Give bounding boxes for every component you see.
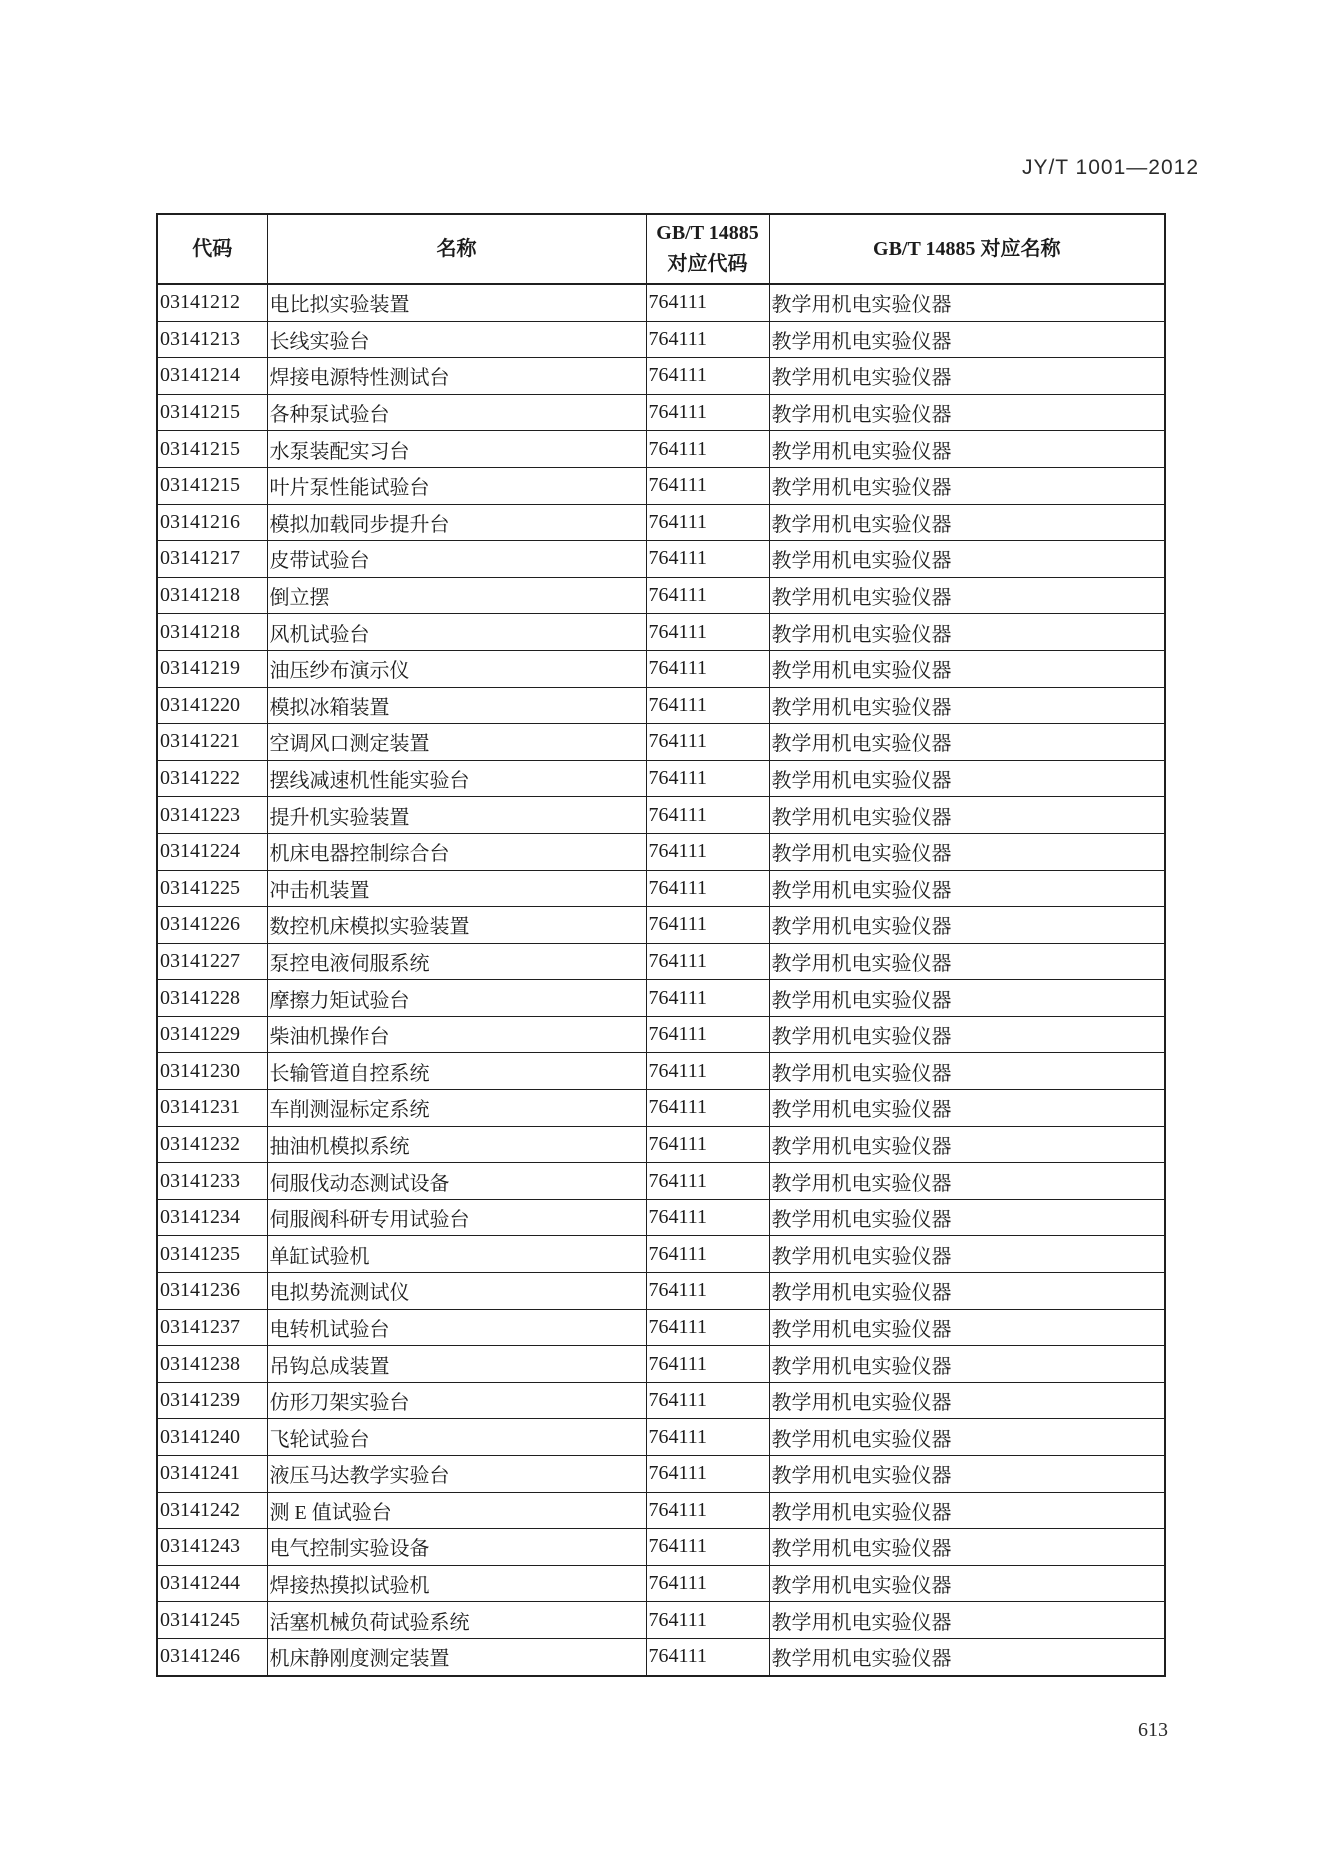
cell-gb-code: 764111 — [646, 1016, 769, 1053]
cell-code: 03141218 — [157, 577, 267, 614]
cell-name: 飞轮试验台 — [267, 1419, 646, 1456]
cell-gb-name: 教学用机电实验仪器 — [769, 1456, 1165, 1493]
cell-gb-code: 764111 — [646, 1273, 769, 1310]
cell-name: 摆线减速机性能实验台 — [267, 760, 646, 797]
cell-code: 03141221 — [157, 724, 267, 761]
table-row — [157, 541, 1165, 578]
code-mapping-table — [156, 213, 1166, 1677]
cell-gb-name: 教学用机电实验仪器 — [769, 467, 1165, 504]
cell-name: 伺服伐动态测试设备 — [267, 1163, 646, 1200]
cell-gb-name: 教学用机电实验仪器 — [769, 1492, 1165, 1529]
cell-code: 03141241 — [157, 1456, 267, 1493]
cell-gb-code: 764111 — [646, 687, 769, 724]
header-code: 代码 — [157, 214, 267, 284]
cell-gb-name: 教学用机电实验仪器 — [769, 870, 1165, 907]
cell-code: 03141231 — [157, 1090, 267, 1127]
cell-code: 03141213 — [157, 321, 267, 358]
cell-gb-code: 764111 — [646, 907, 769, 944]
table-row — [157, 687, 1165, 724]
cell-gb-name: 教学用机电实验仪器 — [769, 1236, 1165, 1273]
cell-name: 焊接热摸拟试验机 — [267, 1565, 646, 1602]
cell-gb-code: 764111 — [646, 1565, 769, 1602]
cell-code: 03141216 — [157, 504, 267, 541]
cell-gb-code: 764111 — [646, 1492, 769, 1529]
cell-gb-code: 764111 — [646, 431, 769, 468]
page-number: 613 — [1138, 1719, 1168, 1741]
cell-name: 摩擦力矩试验台 — [267, 980, 646, 1017]
table-row — [157, 1456, 1165, 1493]
header-gb-code-line2: 对应代码 — [667, 253, 748, 275]
cell-gb-name: 教学用机电实验仪器 — [769, 1419, 1165, 1456]
table-row — [157, 1529, 1165, 1566]
cell-name: 吊钩总成装置 — [267, 1346, 646, 1383]
table-row — [157, 1199, 1165, 1236]
cell-gb-name: 教学用机电实验仪器 — [769, 797, 1165, 834]
cell-code: 03141215 — [157, 431, 267, 468]
cell-name: 长线实验台 — [267, 321, 646, 358]
table-row — [157, 1090, 1165, 1127]
cell-gb-name: 教学用机电实验仪器 — [769, 1090, 1165, 1127]
cell-code: 03141234 — [157, 1199, 267, 1236]
table-row — [157, 1309, 1165, 1346]
cell-gb-code: 764111 — [646, 1382, 769, 1419]
cell-name: 油压纱布演示仪 — [267, 650, 646, 687]
cell-name: 倒立摆 — [267, 577, 646, 614]
cell-gb-code: 764111 — [646, 1053, 769, 1090]
table-body — [157, 284, 1165, 1676]
cell-name: 电比拟实验装置 — [267, 284, 646, 321]
header-gb-code — [646, 214, 769, 284]
table-row — [157, 1419, 1165, 1456]
table-row — [157, 870, 1165, 907]
cell-code: 03141232 — [157, 1126, 267, 1163]
cell-name: 仿形刀架实验台 — [267, 1382, 646, 1419]
cell-gb-name: 教学用机电实验仪器 — [769, 650, 1165, 687]
cell-gb-code: 764111 — [646, 870, 769, 907]
cell-name: 水泵装配实习台 — [267, 431, 646, 468]
cell-gb-code: 764111 — [646, 1529, 769, 1566]
cell-code: 03141215 — [157, 394, 267, 431]
table-row — [157, 980, 1165, 1017]
cell-gb-code: 764111 — [646, 321, 769, 358]
cell-gb-name: 教学用机电实验仪器 — [769, 321, 1165, 358]
cell-name: 模拟加载同步提升台 — [267, 504, 646, 541]
cell-gb-code: 764111 — [646, 760, 769, 797]
cell-gb-name: 教学用机电实验仪器 — [769, 1529, 1165, 1566]
cell-name: 风机试验台 — [267, 614, 646, 651]
table-row — [157, 724, 1165, 761]
cell-gb-code: 764111 — [646, 577, 769, 614]
cell-gb-name: 教学用机电实验仪器 — [769, 394, 1165, 431]
cell-name: 伺服阀科研专用试验台 — [267, 1199, 646, 1236]
cell-gb-name: 教学用机电实验仪器 — [769, 431, 1165, 468]
cell-gb-code: 764111 — [646, 724, 769, 761]
table-row — [157, 577, 1165, 614]
cell-code: 03141212 — [157, 284, 267, 321]
cell-gb-name: 教学用机电实验仪器 — [769, 907, 1165, 944]
cell-gb-name: 教学用机电实验仪器 — [769, 1346, 1165, 1383]
table-row — [157, 1236, 1165, 1273]
table-row — [157, 1016, 1165, 1053]
cell-code: 03141245 — [157, 1602, 267, 1639]
cell-gb-name: 教学用机电实验仪器 — [769, 614, 1165, 651]
table-row — [157, 358, 1165, 395]
table-row — [157, 1638, 1165, 1675]
cell-gb-name: 教学用机电实验仪器 — [769, 833, 1165, 870]
cell-gb-code: 764111 — [646, 943, 769, 980]
table-row — [157, 284, 1165, 321]
header-gb-name: GB/T 14885 对应名称 — [769, 214, 1165, 284]
doc-number: JY/T 1001—2012 — [1021, 156, 1199, 179]
cell-code: 03141226 — [157, 907, 267, 944]
table-row — [157, 1382, 1165, 1419]
cell-gb-code: 764111 — [646, 541, 769, 578]
cell-code: 03141214 — [157, 358, 267, 395]
cell-code: 03141227 — [157, 943, 267, 980]
cell-gb-code: 764111 — [646, 1199, 769, 1236]
table-row — [157, 504, 1165, 541]
cell-gb-name: 教学用机电实验仪器 — [769, 1199, 1165, 1236]
cell-name: 长输管道自控系统 — [267, 1053, 646, 1090]
cell-name: 抽油机模拟系统 — [267, 1126, 646, 1163]
table-row — [157, 321, 1165, 358]
cell-gb-code: 764111 — [646, 1456, 769, 1493]
cell-name: 空调风口测定装置 — [267, 724, 646, 761]
cell-gb-code: 764111 — [646, 1602, 769, 1639]
cell-name: 叶片泵性能试验台 — [267, 467, 646, 504]
cell-name: 电气控制实验设备 — [267, 1529, 646, 1566]
cell-name: 电拟势流测试仪 — [267, 1273, 646, 1310]
table-row — [157, 1492, 1165, 1529]
cell-code: 03141246 — [157, 1638, 267, 1675]
cell-code: 03141244 — [157, 1565, 267, 1602]
cell-gb-code: 764111 — [646, 467, 769, 504]
cell-gb-name: 教学用机电实验仪器 — [769, 1565, 1165, 1602]
cell-gb-code: 764111 — [646, 1236, 769, 1273]
cell-gb-name: 教学用机电实验仪器 — [769, 1273, 1165, 1310]
cell-name: 活塞机械负荷试验系统 — [267, 1602, 646, 1639]
cell-name: 机床静刚度测定装置 — [267, 1638, 646, 1675]
cell-name: 柴油机操作台 — [267, 1016, 646, 1053]
cell-gb-name: 教学用机电实验仪器 — [769, 1382, 1165, 1419]
cell-gb-code: 764111 — [646, 650, 769, 687]
table-row — [157, 614, 1165, 651]
cell-code: 03141230 — [157, 1053, 267, 1090]
cell-gb-name: 教学用机电实验仪器 — [769, 724, 1165, 761]
cell-code: 03141238 — [157, 1346, 267, 1383]
cell-gb-name: 教学用机电实验仪器 — [769, 541, 1165, 578]
cell-code: 03141243 — [157, 1529, 267, 1566]
cell-name: 液压马达教学实验台 — [267, 1456, 646, 1493]
cell-name: 各种泵试验台 — [267, 394, 646, 431]
cell-gb-name: 教学用机电实验仪器 — [769, 760, 1165, 797]
cell-code: 03141237 — [157, 1309, 267, 1346]
table-header — [157, 214, 1165, 284]
cell-gb-name: 教学用机电实验仪器 — [769, 504, 1165, 541]
table-row — [157, 1163, 1165, 1200]
cell-name: 皮带试验台 — [267, 541, 646, 578]
cell-name: 电转机试验台 — [267, 1309, 646, 1346]
header-gb-code-line1: GB/T 14885 — [656, 222, 759, 244]
cell-code: 03141239 — [157, 1382, 267, 1419]
cell-name: 机床电器控制综合台 — [267, 833, 646, 870]
cell-code: 03141223 — [157, 797, 267, 834]
cell-gb-name: 教学用机电实验仪器 — [769, 1163, 1165, 1200]
table-row — [157, 907, 1165, 944]
cell-name: 单缸试验机 — [267, 1236, 646, 1273]
cell-code: 03141233 — [157, 1163, 267, 1200]
table-row — [157, 1273, 1165, 1310]
cell-code: 03141224 — [157, 833, 267, 870]
cell-code: 03141217 — [157, 541, 267, 578]
cell-gb-code: 764111 — [646, 1090, 769, 1127]
cell-gb-code: 764111 — [646, 284, 769, 321]
cell-gb-code: 764111 — [646, 1309, 769, 1346]
cell-name: 车削测湿标定系统 — [267, 1090, 646, 1127]
table-row — [157, 394, 1165, 431]
table-row — [157, 1053, 1165, 1090]
cell-gb-name: 教学用机电实验仪器 — [769, 943, 1165, 980]
cell-gb-code: 764111 — [646, 980, 769, 1017]
table-row — [157, 1602, 1165, 1639]
cell-gb-code: 764111 — [646, 1126, 769, 1163]
table-row — [157, 1126, 1165, 1163]
table-row — [157, 943, 1165, 980]
cell-gb-code: 764111 — [646, 1419, 769, 1456]
cell-code: 03141242 — [157, 1492, 267, 1529]
cell-gb-name: 教学用机电实验仪器 — [769, 284, 1165, 321]
cell-gb-code: 764111 — [646, 1163, 769, 1200]
cell-name: 测 E 值试验台 — [267, 1492, 646, 1529]
cell-code: 03141220 — [157, 687, 267, 724]
table-row — [157, 431, 1165, 468]
cell-name: 模拟冰箱装置 — [267, 687, 646, 724]
cell-gb-name: 教学用机电实验仪器 — [769, 1126, 1165, 1163]
table-row — [157, 797, 1165, 834]
cell-code: 03141236 — [157, 1273, 267, 1310]
cell-name: 数控机床模拟实验装置 — [267, 907, 646, 944]
cell-code: 03141222 — [157, 760, 267, 797]
cell-gb-code: 764111 — [646, 358, 769, 395]
cell-gb-code: 764111 — [646, 394, 769, 431]
table-row — [157, 1346, 1165, 1383]
cell-gb-code: 764111 — [646, 1638, 769, 1675]
cell-name: 提升机实验装置 — [267, 797, 646, 834]
table-row — [157, 1565, 1165, 1602]
cell-gb-name: 教学用机电实验仪器 — [769, 358, 1165, 395]
cell-code: 03141228 — [157, 980, 267, 1017]
table-row — [157, 833, 1165, 870]
cell-gb-code: 764111 — [646, 504, 769, 541]
table-row — [157, 650, 1165, 687]
cell-code: 03141235 — [157, 1236, 267, 1273]
cell-gb-code: 764111 — [646, 797, 769, 834]
cell-gb-name: 教学用机电实验仪器 — [769, 577, 1165, 614]
cell-code: 03141229 — [157, 1016, 267, 1053]
cell-code: 03141215 — [157, 467, 267, 504]
cell-gb-name: 教学用机电实验仪器 — [769, 980, 1165, 1017]
table-row — [157, 760, 1165, 797]
cell-gb-name: 教学用机电实验仪器 — [769, 687, 1165, 724]
cell-gb-code: 764111 — [646, 1346, 769, 1383]
cell-name: 冲击机装置 — [267, 870, 646, 907]
cell-gb-name: 教学用机电实验仪器 — [769, 1309, 1165, 1346]
header-name: 名称 — [267, 214, 646, 284]
header-row — [157, 214, 1165, 284]
cell-gb-name: 教学用机电实验仪器 — [769, 1053, 1165, 1090]
cell-code: 03141240 — [157, 1419, 267, 1456]
cell-gb-code: 764111 — [646, 833, 769, 870]
cell-gb-name: 教学用机电实验仪器 — [769, 1638, 1165, 1675]
cell-gb-name: 教学用机电实验仪器 — [769, 1602, 1165, 1639]
cell-gb-code: 764111 — [646, 614, 769, 651]
cell-gb-name: 教学用机电实验仪器 — [769, 1016, 1165, 1053]
cell-name: 焊接电源特性测试台 — [267, 358, 646, 395]
cell-code: 03141219 — [157, 650, 267, 687]
table-row — [157, 467, 1165, 504]
cell-name: 泵控电液伺服系统 — [267, 943, 646, 980]
cell-code: 03141218 — [157, 614, 267, 651]
cell-code: 03141225 — [157, 870, 267, 907]
